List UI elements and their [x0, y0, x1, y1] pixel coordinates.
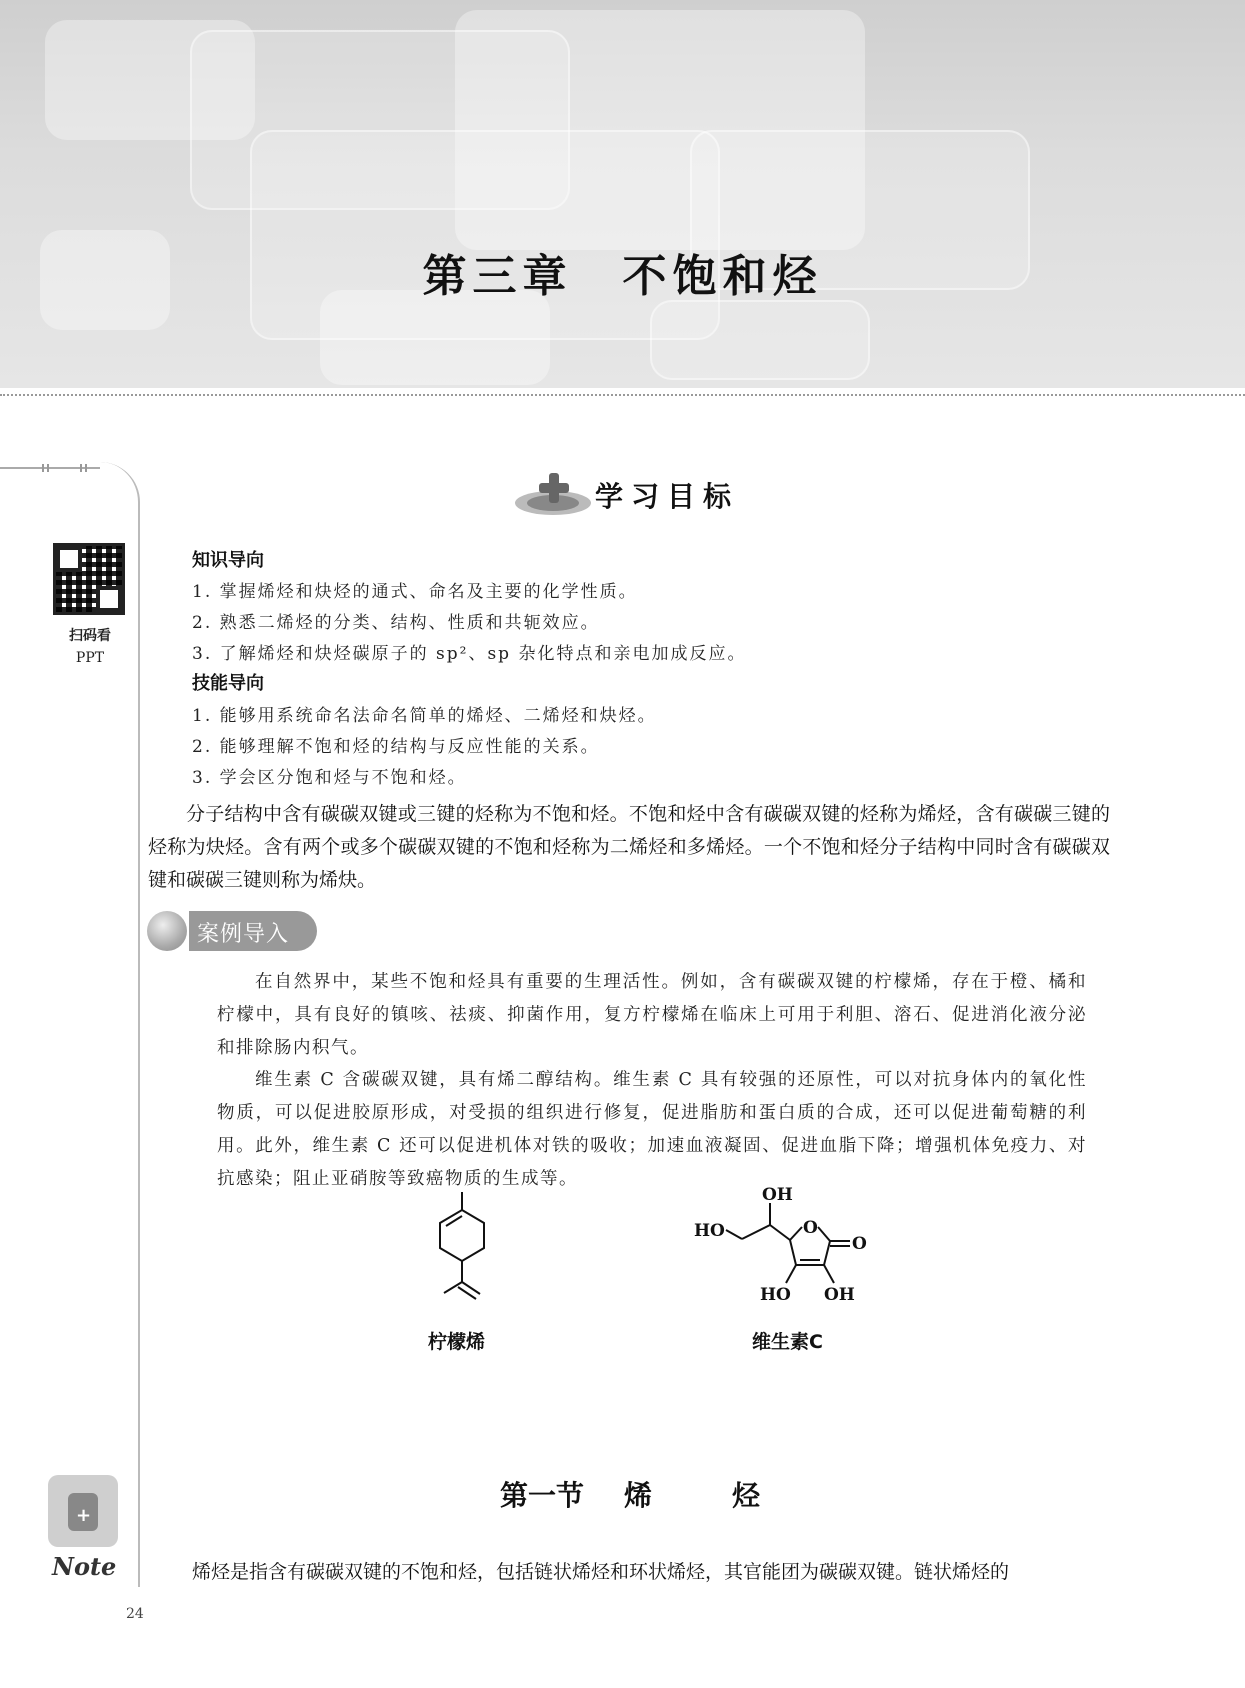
vitc-label-ho-left: HO — [694, 1221, 725, 1241]
section-word-2: 烃 — [732, 1479, 761, 1512]
objectives-title: 学习目标 — [595, 480, 740, 513]
vitc-label-oh-bottom: OH — [824, 1285, 855, 1305]
case-paragraph: 在自然界中，某些不饱和烃具有重要的生理活性。例如，含有碳碳双键的柠檬烯，存在于橙、橘和柠檬中，具有良好的镇咳、祛痰、抑菌作用，复方柠檬烯在临床上可用于利胆、溶石、促进消化液分泌和排除肠内积气。 — [217, 972, 1087, 1058]
skill-item: 2. 能够理解不饱和烃的结构与反应性能的关系。 — [192, 737, 600, 757]
chapter-title: 第三章 不饱和烃 — [422, 251, 823, 302]
vitamin-c-caption: 维生素C — [752, 1331, 823, 1353]
banner-decor-square — [650, 300, 870, 380]
section-body-text: 烯烃是指含有碳碳双键的不饱和烃，包括链状烯烃和环状烯烃，其官能团为碳碳双键。链状烯烃的 — [192, 1561, 1010, 1583]
limonene-caption: 柠檬烯 — [428, 1331, 486, 1353]
section-word-1: 烯 — [624, 1479, 653, 1512]
section-title — [500, 1474, 760, 1514]
scan-sub-label: PPT — [75, 650, 105, 666]
knowledge-item: 2. 熟悉二烯烃的分类、结构、性质和共轭效应。 — [192, 613, 600, 633]
knowledge-item: 1. 掌握烯烃和炔烃的通式、命名及主要的化学性质。 — [192, 582, 638, 602]
skill-label: 技能导向 — [192, 673, 264, 694]
margin-rail-ticks — [8, 464, 98, 472]
section-number: 第一节 — [500, 1479, 585, 1512]
case-paragraph: 维生素 C 含碳碳双键，具有烯二醇结构。维生素 C 具有较强的还原性，可以对抗身体内的氧化性物质，可以促进胶原形成，对受损的组织进行修复，促进脂肪和蛋白质的合成，还可以促进葡萄糖的利用。此外，维生素 C 还可以促进机体对铁的吸收；加速血液凝固、促进血脂下降；增强机体免疫力、对抗感染；阻止亚硝胺等致癌物质的生成等。 — [217, 1070, 1087, 1189]
skill-item: 3. 学会区分饱和烃与不饱和烃。 — [192, 768, 467, 788]
qr-code[interactable] — [53, 543, 125, 615]
note-label: Note — [52, 1552, 117, 1581]
page-number: 24 — [126, 1606, 144, 1622]
vitc-label-ring-o: O — [803, 1218, 818, 1238]
skill-item: 1. 能够用系统命名法命名简单的烯烃、二烯烃和炔烃。 — [192, 706, 657, 726]
chapter-banner — [0, 0, 1245, 388]
intro-paragraph: 分子结构中含有碳碳双键或三键的烃称为不饱和烃。不饱和烃中含有碳碳双键的烃称为烯烃，含有碳碳三键的烃称为炔烃。含有两个或多个碳碳双键的不饱和烃称为二烯烃和多烯烃。一个不饱和烃分子结构中同时含有碳碳双键和碳碳三键则称为烯炔。 — [148, 803, 1110, 891]
objectives-header — [515, 465, 745, 521]
limonene-structure — [420, 1190, 500, 1310]
vitc-label-oh-top: OH — [762, 1185, 793, 1205]
person-icon — [147, 911, 187, 951]
note-icon — [48, 1475, 118, 1547]
knowledge-label: 知识导向 — [192, 550, 264, 571]
dotted-divider — [0, 394, 1245, 396]
vitamin-c-structure — [690, 1183, 890, 1308]
banner-decor-square — [320, 290, 550, 385]
vitc-label-ho-bottom: HO — [760, 1285, 791, 1305]
knowledge-item: 3. 了解烯烃和炔烃碳原子的 sp²、sp 杂化特点和亲电加成反应。 — [192, 644, 747, 664]
case-tag — [145, 905, 320, 955]
case-tag-label: 案例导入 — [197, 922, 290, 947]
vitc-label-carbonyl-o: O — [852, 1234, 867, 1254]
medical-cross-icon — [515, 473, 593, 517]
scan-label: 扫码看 — [69, 628, 111, 644]
